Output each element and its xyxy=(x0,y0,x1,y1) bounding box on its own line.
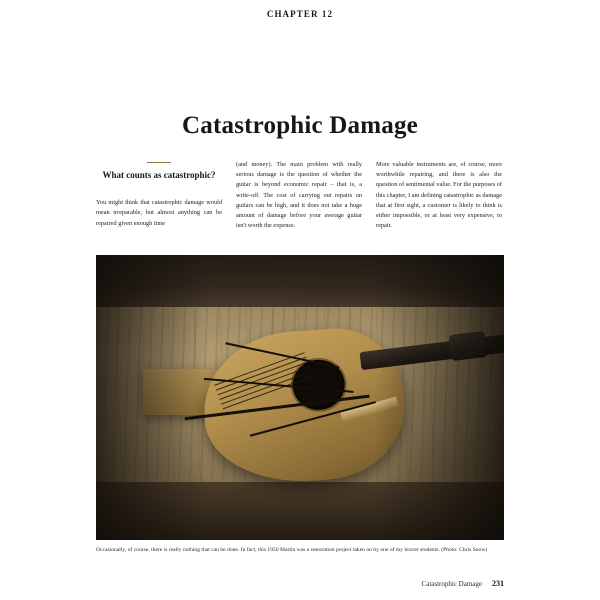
photo-caption: Occasionally, of course, there is really nothing that can be done. In fact, this 1950 Martin was a restoration project taken on by one of my braver students. (Photo: Chris Snow) xyxy=(96,547,488,553)
chapter-label: CHAPTER 12 xyxy=(266,9,334,19)
subhead-block xyxy=(96,160,222,190)
subhead: What counts as catastrophic? xyxy=(102,170,216,180)
photo-shadow-left xyxy=(96,255,206,540)
paragraph: More valuable instruments are, of course, more worthwhile repairing, and there is also the question of sentimental value. For the purposes of this chapter, I am defining catastrophic as damage that at first sight, a customer is likely to think is either impossible, or at least very expensive, to repair. xyxy=(376,161,502,230)
column-1 xyxy=(96,160,222,231)
page-footer xyxy=(96,579,504,588)
column-2 xyxy=(236,160,362,231)
photo-broken-guitar xyxy=(96,255,504,540)
body-columns xyxy=(96,160,504,231)
paragraph: (and money). The main problem with really serious damage is the question of whether the guitar is beyond economic repair – that is, a write-off. The cost of carrying out repairs on guitars can be high, and it does not take a huge amount of damage before your average guitar isn't worth the expense. xyxy=(236,161,362,230)
page-number: 231 xyxy=(492,579,504,588)
subhead-rule xyxy=(147,162,171,163)
photo-shadow-right xyxy=(374,255,504,540)
footer-chapter-title: Catastrophic Damage xyxy=(421,580,482,588)
column-3 xyxy=(376,160,502,231)
page-title: Catastrophic Damage xyxy=(182,111,418,139)
paragraph: You might think that catastrophic damage would mean irreparable, but almost anything can be repaired given enough time xyxy=(96,199,222,227)
